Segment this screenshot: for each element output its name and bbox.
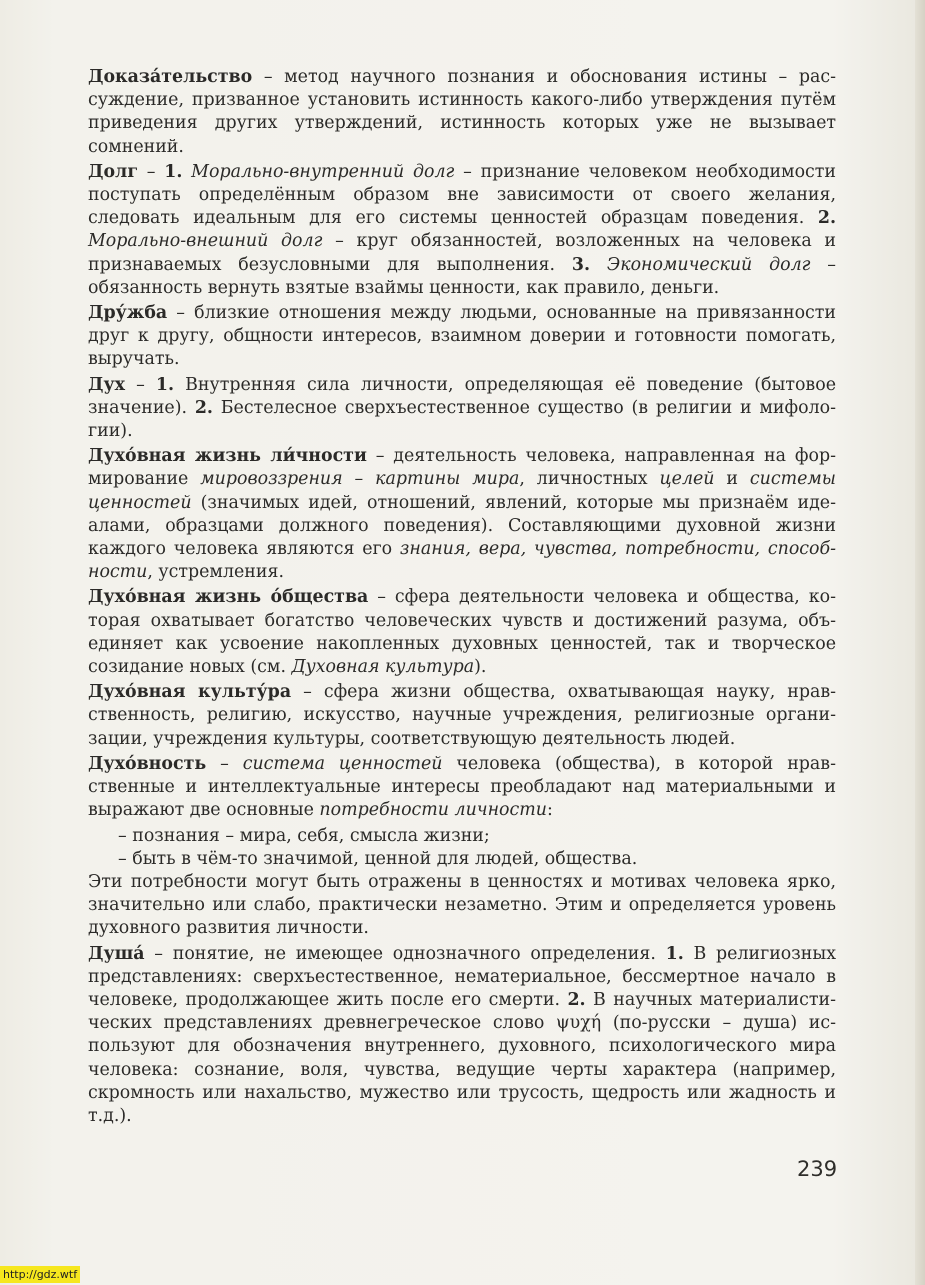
entry-dukhovnaya-zhizn-obshchestva — [88, 586, 836, 679]
entry-italic: Духовная культура — [291, 657, 475, 678]
entry-number: 2. — [567, 989, 586, 1010]
entry-term: Душа́ — [88, 943, 145, 964]
entry-text: – признание человеком необходимости поступать определённым образом вне зависимости от своего желания, следовать идеальным для его системы ценностей образцам поведения. — [88, 161, 836, 229]
entry-text: ). — [474, 657, 487, 678]
entry-number: 1. — [164, 161, 183, 182]
entry-text: – круг обязанностей, возложенных на человека и признаваемых безусловными для выполнения. — [88, 231, 837, 275]
page-edge — [915, 0, 925, 1285]
entry-number: 2. — [817, 208, 836, 229]
entry-number: 3. — [571, 254, 591, 275]
glossary-text — [88, 66, 836, 1130]
entry-text: , устремления. — [147, 562, 284, 583]
entry-text: В научных материалистических представлениях древнегреческое слово ψυχή (по-русски – душа) используют для обозначения внутреннего, духовного, психологического мира человека: сознание, воля, чувства, ведущие черты характера (например, скромность или нахальство, мужество или трусость, щедрость или жадность и т.д.). — [88, 989, 836, 1126]
entry-text: В религиозных представлениях: сверхъестественное, нематериальное, бессмертное начало в человеке, продолжающее жить после его смерти. — [88, 943, 837, 1010]
entry-italic: Морально-внутренний долг — [182, 161, 455, 182]
entry-dukhovnaya-kultura — [88, 681, 836, 751]
entry-dukhovnaya-zhizn-lichnosti — [88, 445, 836, 584]
entry-number: 1. — [155, 374, 175, 395]
entry-definition: – близкие отношения между людьми, основанные на привязанности друг к другу, общности интересов, взаимном доверии и готовности помогать, выручать. — [88, 303, 836, 370]
entry-text: , личностных — [519, 469, 660, 490]
entry-text: Бестелесное сверхъестественное существо (в религии и мифологии). — [88, 397, 836, 442]
entry-italic: целей — [659, 469, 715, 490]
entry-text: – — [137, 161, 165, 182]
entry-italic: системы ценностей — [88, 469, 836, 513]
list-item: – быть в чём-то значимой, ценной для людей, общества. — [118, 848, 638, 869]
entry-term: Доказа́тельство — [88, 67, 253, 87]
entry-definition: – сфера жизни общества, охватывающая науку, нравственность, религию, искусство, научные учреждения, религиозные организации, учреждения культуры, соответствующую деятельность людей. — [88, 682, 836, 749]
entry-text: и — [714, 469, 750, 490]
entry-term: Духо́вная культу́ра — [88, 682, 292, 703]
entry-term: Духо́вная жизнь о́бщества — [88, 587, 369, 608]
entry-number: 1. — [665, 943, 684, 964]
entry-text: – деятельность человека, направленная на формирование — [88, 446, 836, 490]
entry-italic: знания, вера, чувства, потребности, способности — [88, 539, 836, 583]
entry-text: – обязанность вернуть взятые взаймы ценности, как правило, деньги. — [88, 254, 836, 298]
entry-number: 2. — [194, 397, 213, 418]
entry-text: : — [546, 800, 553, 821]
entry-text: – — [206, 753, 243, 774]
entry-dukh — [88, 374, 836, 444]
entry-text: (значимых идей, отношений, явлений, которые мы признаём идеалами, образцами должного поведения). Составляющими духовной жизни каждого человека являются его — [88, 492, 836, 560]
entry-term: Дру́жба — [88, 303, 168, 324]
entry-text: Внутренняя сила личности, определяющая её поведение (бытовое значение). — [88, 374, 836, 418]
entry-italic: потребности личности — [319, 800, 547, 821]
paragraph-after-list: Эти потребности могут быть отражены в ценностях и мотивах человека ярко, значительно или слабо, практически незаметно. Этим и определяется уровень духовного развития личности. — [88, 871, 836, 939]
entry-text: – — [124, 374, 156, 395]
entry-italic: Морально-внешний долг — [88, 231, 323, 252]
entry-term: Духо́вная жизнь ли́чности — [88, 446, 367, 467]
entry-term: Духо́вность — [88, 753, 207, 774]
entry-dolg — [88, 161, 836, 300]
entry-italic: мировоззрения – картины мира — [200, 469, 520, 490]
list-item: – познания – мира, себя, смысла жизни; — [118, 825, 490, 846]
page-number: 239 — [797, 1157, 838, 1181]
entry-dokazatelstvo — [88, 66, 836, 159]
entry-dusha — [88, 943, 836, 1129]
entry-dukhovnost — [88, 753, 836, 823]
entry-italic: система ценностей — [242, 753, 443, 774]
watermark-link[interactable]: http://gdz.wtf — [0, 1266, 80, 1283]
entry-text: – понятие, не имеющее однозначного определения. — [144, 943, 666, 964]
entry-text: человека (общества), в которой нравственные и интеллектуальные интересы преобладают над материальными и выражают две основные — [88, 753, 836, 821]
entry-definition: – метод научного познания и обоснования истины – рассуждение, призванное установить истинность какого-либо утверждения путём приведения других утверждений, истинность которых уже не вызывает сомнений. — [88, 67, 836, 157]
entry-term: Долг — [88, 161, 138, 182]
entry-text: – сфера деятельности человека и общества, которая охватывает богатство человеческих чувств и достижений разума, объединяет как усвоение накопленных духовных ценностей, так и творческое созидание новых (см. — [88, 587, 836, 678]
entry-term: Дух — [88, 374, 125, 395]
entry-druzhba — [88, 302, 836, 372]
entry-italic: Экономический долг — [590, 254, 811, 275]
